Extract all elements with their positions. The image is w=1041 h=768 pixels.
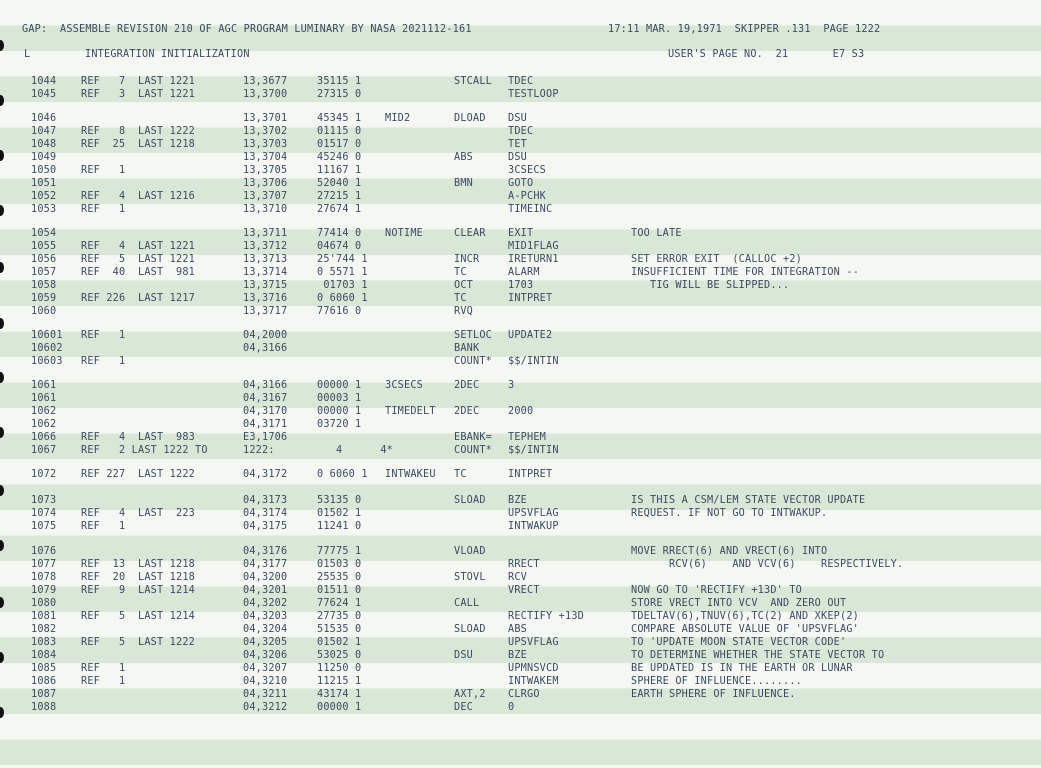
operand: INTWAKEM: [508, 676, 559, 687]
opcode: 2DEC: [454, 380, 480, 391]
cross-reference: REF 3 LAST 1221: [81, 89, 196, 100]
octal-word: 53135 0: [317, 495, 362, 506]
operand: $$/INTIN: [508, 445, 559, 456]
line-number: 1078: [31, 572, 57, 583]
octal-word: 45246 0: [317, 152, 362, 163]
opcode: SETLOC: [454, 330, 493, 341]
address: 04,3207: [243, 663, 288, 674]
line-number: 1084: [31, 650, 57, 661]
line-number: 1067: [31, 445, 57, 456]
line-number: 1082: [31, 624, 57, 635]
line-number: 10602: [31, 343, 63, 354]
opcode: 2DEC: [454, 406, 480, 417]
cross-reference: REF 20 LAST 1218: [81, 572, 196, 583]
opcode: CALL: [454, 598, 480, 609]
operand: DSU: [508, 113, 528, 124]
punch-hole: [0, 652, 4, 663]
operand: 2000: [508, 406, 534, 417]
cross-reference: REF 5 LAST 1221: [81, 254, 196, 265]
octal-word: 0 6060 1: [317, 469, 368, 480]
operand: UPDATE2: [508, 330, 553, 341]
comment: TO 'UPDATE MOON STATE VECTOR CODE': [631, 637, 847, 648]
address: 04,3211: [243, 689, 288, 700]
line-number: 1066: [31, 432, 57, 443]
octal-word: 01517 0: [317, 139, 362, 150]
cross-reference: REF 5 LAST 1222: [81, 637, 196, 648]
octal-word: 45345 1: [317, 113, 362, 124]
line-number: 1059: [31, 293, 57, 304]
opcode: SLOAD: [454, 624, 486, 635]
address: 04,3172: [243, 469, 288, 480]
address: 04,3166: [243, 343, 288, 354]
cross-reference: REF 40 LAST 981: [81, 267, 196, 278]
operand: TEPHEM: [508, 432, 547, 443]
operand: UPSVFLAG: [508, 508, 559, 519]
cross-reference: REF 226 LAST 1217: [81, 293, 196, 304]
address: 13,3677: [243, 76, 288, 87]
operand: INTPRET: [508, 293, 553, 304]
octal-word: 51535 0: [317, 624, 362, 635]
line-number: 1081: [31, 611, 57, 622]
operand: UPSVFLAG: [508, 637, 559, 648]
punch-hole: [0, 318, 4, 329]
opcode: STOVL: [454, 572, 486, 583]
punch-hole: [0, 427, 4, 438]
address: 13,3700: [243, 89, 288, 100]
line-number: 1076: [31, 546, 57, 557]
octal-word: 01511 0: [317, 585, 362, 596]
operand: TESTLOOP: [508, 89, 559, 100]
line-number: 1061: [31, 380, 57, 391]
line-number: 1046: [31, 113, 57, 124]
header-line-2: [0, 48, 865, 61]
octal-word: 77414 0: [317, 228, 362, 239]
octal-word: 35115 1: [317, 76, 362, 87]
comment: RCV(6) AND VCV(6) RESPECTIVELY.: [631, 559, 904, 570]
line-number: 1052: [31, 191, 57, 202]
octal-word: 01703 1: [317, 280, 368, 291]
address: 13,3705: [243, 165, 288, 176]
opcode: COUNT*: [454, 445, 493, 456]
cross-reference: REF 2 LAST 1222 TO: [81, 445, 208, 456]
octal-word: 01502 1: [317, 508, 362, 519]
address: 04,3203: [243, 611, 288, 622]
opcode: AXT,2: [454, 689, 486, 700]
address: 04,3201: [243, 585, 288, 596]
line-number: 1051: [31, 178, 57, 189]
operand: BZE: [508, 650, 528, 661]
opcode: ABS: [454, 152, 474, 163]
opcode: DSU: [454, 650, 474, 661]
line-number: 1062: [31, 406, 57, 417]
octal-word: 03720 1: [317, 419, 362, 430]
octal-word: 77616 0: [317, 306, 362, 317]
address: 04,3206: [243, 650, 288, 661]
punch-hole: [0, 262, 4, 273]
address: 13,3707: [243, 191, 288, 202]
cross-reference: REF 1: [81, 356, 126, 367]
section-title: INTEGRATION INITIALIZATION: [85, 49, 250, 60]
operand: TIMEINC: [508, 204, 553, 215]
opcode: TC: [454, 267, 467, 278]
octal-word: 27674 1: [317, 204, 362, 215]
opcode: VLOAD: [454, 546, 486, 557]
opcode: SLOAD: [454, 495, 486, 506]
address: 04,3167: [243, 393, 288, 404]
punch-hole: [0, 707, 4, 718]
comment: TOO LATE: [631, 228, 682, 239]
cross-reference: REF 1: [81, 165, 126, 176]
cross-reference: REF 9 LAST 1214: [81, 585, 196, 596]
address: 13,3712: [243, 241, 288, 252]
opcode: BMN: [454, 178, 474, 189]
address: 04,3171: [243, 419, 288, 430]
operand: 0: [508, 702, 515, 713]
cross-reference: REF 1: [81, 521, 126, 532]
octal-word: 77775 1: [317, 546, 362, 557]
operand: 3: [508, 380, 515, 391]
opcode: DLOAD: [454, 113, 486, 124]
octal-word: 11167 1: [317, 165, 362, 176]
operand: INTPRET: [508, 469, 553, 480]
operand: TET: [508, 139, 528, 150]
line-number: 1079: [31, 585, 57, 596]
operand: ABS: [508, 624, 528, 635]
line-number: 1062: [31, 419, 57, 430]
operand: A-PCHK: [508, 191, 547, 202]
octal-word: 4 4*: [317, 445, 394, 456]
operand: RCV: [508, 572, 528, 583]
address: 04,3204: [243, 624, 288, 635]
cross-reference: REF 8 LAST 1222: [81, 126, 196, 137]
cross-reference: REF 4 LAST 1221: [81, 241, 196, 252]
timestamp-page: 17:11 MAR. 19,1971 SKIPPER .131 PAGE 1222: [608, 24, 881, 35]
octal-word: 11241 0: [317, 521, 362, 532]
line-number: 1085: [31, 663, 57, 674]
line-number: 1047: [31, 126, 57, 137]
line-number: 1053: [31, 204, 57, 215]
octal-word: 43174 1: [317, 689, 362, 700]
opcode: STCALL: [454, 76, 493, 87]
address: 13,3710: [243, 204, 288, 215]
octal-word: 01503 0: [317, 559, 362, 570]
operand: UPMNSVCD: [508, 663, 559, 674]
address: 13,3713: [243, 254, 288, 265]
address: 04,3174: [243, 508, 288, 519]
punch-hole: [0, 205, 4, 216]
punch-hole: [0, 540, 4, 551]
octal-word: 11215 1: [317, 676, 362, 687]
address: 04,3212: [243, 702, 288, 713]
opcode: COUNT*: [454, 356, 493, 367]
line-number: 10601: [31, 330, 63, 341]
address: 13,3717: [243, 306, 288, 317]
octal-word: 01115 0: [317, 126, 362, 137]
address: 04,3170: [243, 406, 288, 417]
line-number: 1077: [31, 559, 57, 570]
comment: COMPARE ABSOLUTE VALUE OF 'UPSVFLAG': [631, 624, 860, 635]
cross-reference: REF 4 LAST 1216: [81, 191, 196, 202]
line-number: 1072: [31, 469, 57, 480]
line-number: 1075: [31, 521, 57, 532]
opcode: OCT: [454, 280, 474, 291]
operand: MID1FLAG: [508, 241, 559, 252]
octal-word: 00000 1: [317, 380, 362, 391]
operand: 3CSECS: [508, 165, 547, 176]
comment: REQUEST. IF NOT GO TO INTWAKUP.: [631, 508, 828, 519]
address: 04,3202: [243, 598, 288, 609]
line-number: 1050: [31, 165, 57, 176]
operand: EXIT: [508, 228, 534, 239]
operand: $$/INTIN: [508, 356, 559, 367]
line-number: 1048: [31, 139, 57, 150]
octal-word: 27215 1: [317, 191, 362, 202]
comment: MOVE RRECT(6) AND VRECT(6) INTO: [631, 546, 828, 557]
address: 04,3210: [243, 676, 288, 687]
line-number: 1057: [31, 267, 57, 278]
line-number: 1074: [31, 508, 57, 519]
line-number: 1060: [31, 306, 57, 317]
operand: RECTIFY +13D: [508, 611, 585, 622]
address: 04,3205: [243, 637, 288, 648]
line-number: 1080: [31, 598, 57, 609]
address: 04,3177: [243, 559, 288, 570]
line-number: 1044: [31, 76, 57, 87]
octal-word: 01502 1: [317, 637, 362, 648]
punch-hole: [0, 597, 4, 608]
address: 04,3166: [243, 380, 288, 391]
cross-reference: REF 4 LAST 983: [81, 432, 196, 443]
octal-word: 27735 0: [317, 611, 362, 622]
line-number: 1073: [31, 495, 57, 506]
octal-word: 11250 0: [317, 663, 362, 674]
operand: VRECT: [508, 585, 540, 596]
octal-word: 77624 1: [317, 598, 362, 609]
cross-reference: REF 4 LAST 223: [81, 508, 196, 519]
comment: BE UPDATED IS IN THE EARTH OR LUNAR: [631, 663, 853, 674]
punch-hole: [0, 372, 4, 383]
comment: NOW GO TO 'RECTIFY +13D' TO: [631, 585, 803, 596]
cross-reference: REF 7 LAST 1221: [81, 76, 196, 87]
listing-flag: L: [24, 49, 31, 60]
operand: TDEC: [508, 76, 534, 87]
label: TIMEDELT: [385, 406, 436, 417]
punch-hole: [0, 150, 4, 161]
address: 1222:: [243, 445, 275, 456]
operand: INTWAKUP: [508, 521, 559, 532]
address: 13,3702: [243, 126, 288, 137]
line-number: 1083: [31, 637, 57, 648]
address: 13,3715: [243, 280, 288, 291]
operand: DSU: [508, 152, 528, 163]
comment: SET ERROR EXIT (CALLOC +2): [631, 254, 803, 265]
comment: TO DETERMINE WHETHER THE STATE VECTOR TO: [631, 650, 885, 661]
octal-word: 27315 0: [317, 89, 362, 100]
address: 04,3176: [243, 546, 288, 557]
comment: EARTH SPHERE OF INFLUENCE.: [631, 689, 796, 700]
cross-reference: REF 1: [81, 204, 126, 215]
octal-word: 04674 0: [317, 241, 362, 252]
operand: RRECT: [508, 559, 540, 570]
operand: IRETURN1: [508, 254, 559, 265]
label: NOTIME: [385, 228, 424, 239]
line-number: 1086: [31, 676, 57, 687]
comment: SPHERE OF INFLUENCE........: [631, 676, 803, 687]
punch-hole: [0, 485, 4, 496]
label: 3CSECS: [385, 380, 424, 391]
octal-word: 0 5571 1: [317, 267, 368, 278]
octal-word: 25'744 1: [317, 254, 368, 265]
octal-word: 00000 1: [317, 702, 362, 713]
cross-reference: REF 1: [81, 330, 126, 341]
address: 04,3175: [243, 521, 288, 532]
line-number: 10603: [31, 356, 63, 367]
address: 13,3714: [243, 267, 288, 278]
cross-reference: REF 13 LAST 1218: [81, 559, 196, 570]
address: 04,3173: [243, 495, 288, 506]
address: 13,3704: [243, 152, 288, 163]
opcode: TC: [454, 293, 467, 304]
opcode: BANK: [454, 343, 480, 354]
address: E3,1706: [243, 432, 288, 443]
cross-reference: REF 227 LAST 1222: [81, 469, 196, 480]
operand: GOTO: [508, 178, 534, 189]
operand: 1703: [508, 280, 534, 291]
user-page-number: USER'S PAGE NO. 21 E7 S3: [668, 49, 865, 60]
header-line-1: [0, 23, 881, 36]
opcode: TC: [454, 469, 467, 480]
octal-word: 00000 1: [317, 406, 362, 417]
operand: CLRGO: [508, 689, 540, 700]
cross-reference: REF 25 LAST 1218: [81, 139, 196, 150]
octal-word: 25535 0: [317, 572, 362, 583]
line-number: 1054: [31, 228, 57, 239]
assembly-banner: GAP: ASSEMBLE REVISION 210 OF AGC PROGRAM LUMINARY BY NASA 2021112-161: [22, 24, 472, 35]
line-number: 1055: [31, 241, 57, 252]
address: 13,3716: [243, 293, 288, 304]
opcode: INCR: [454, 254, 480, 265]
address: 13,3703: [243, 139, 288, 150]
address: 13,3706: [243, 178, 288, 189]
line-number: 1045: [31, 89, 57, 100]
opcode: DEC: [454, 702, 474, 713]
cross-reference: REF 1: [81, 663, 126, 674]
cross-reference: REF 5 LAST 1214: [81, 611, 196, 622]
octal-word: 53025 0: [317, 650, 362, 661]
octal-word: 52040 1: [317, 178, 362, 189]
line-number: 1049: [31, 152, 57, 163]
label: MID2: [385, 113, 411, 124]
comment: INSUFFICIENT TIME FOR INTEGRATION --: [631, 267, 860, 278]
address: 04,2000: [243, 330, 288, 341]
tractor-feed-holes: [0, 0, 6, 768]
line-number: 1088: [31, 702, 57, 713]
line-number: 1061: [31, 393, 57, 404]
address: 13,3711: [243, 228, 288, 239]
label: INTWAKEU: [385, 469, 436, 480]
octal-word: 0 6060 1: [317, 293, 368, 304]
comment: TIG WILL BE SLIPPED...: [631, 280, 790, 291]
comment: STORE VRECT INTO VCV AND ZERO OUT: [631, 598, 847, 609]
operand: TDEC: [508, 126, 534, 137]
line-number: 1058: [31, 280, 57, 291]
operand: BZE: [508, 495, 528, 506]
opcode: RVQ: [454, 306, 474, 317]
comment: TDELTAV(6),TNUV(6),TC(2) AND XKEP(2): [631, 611, 860, 622]
line-number: 1087: [31, 689, 57, 700]
opcode: EBANK=: [454, 432, 493, 443]
opcode: CLEAR: [454, 228, 486, 239]
comment: IS THIS A CSM/LEM STATE VECTOR UPDATE: [631, 495, 866, 506]
address: 13,3701: [243, 113, 288, 124]
address: 04,3200: [243, 572, 288, 583]
octal-word: 00003 1: [317, 393, 362, 404]
operand: ALARM: [508, 267, 540, 278]
cross-reference: REF 1: [81, 676, 126, 687]
line-number: 1056: [31, 254, 57, 265]
